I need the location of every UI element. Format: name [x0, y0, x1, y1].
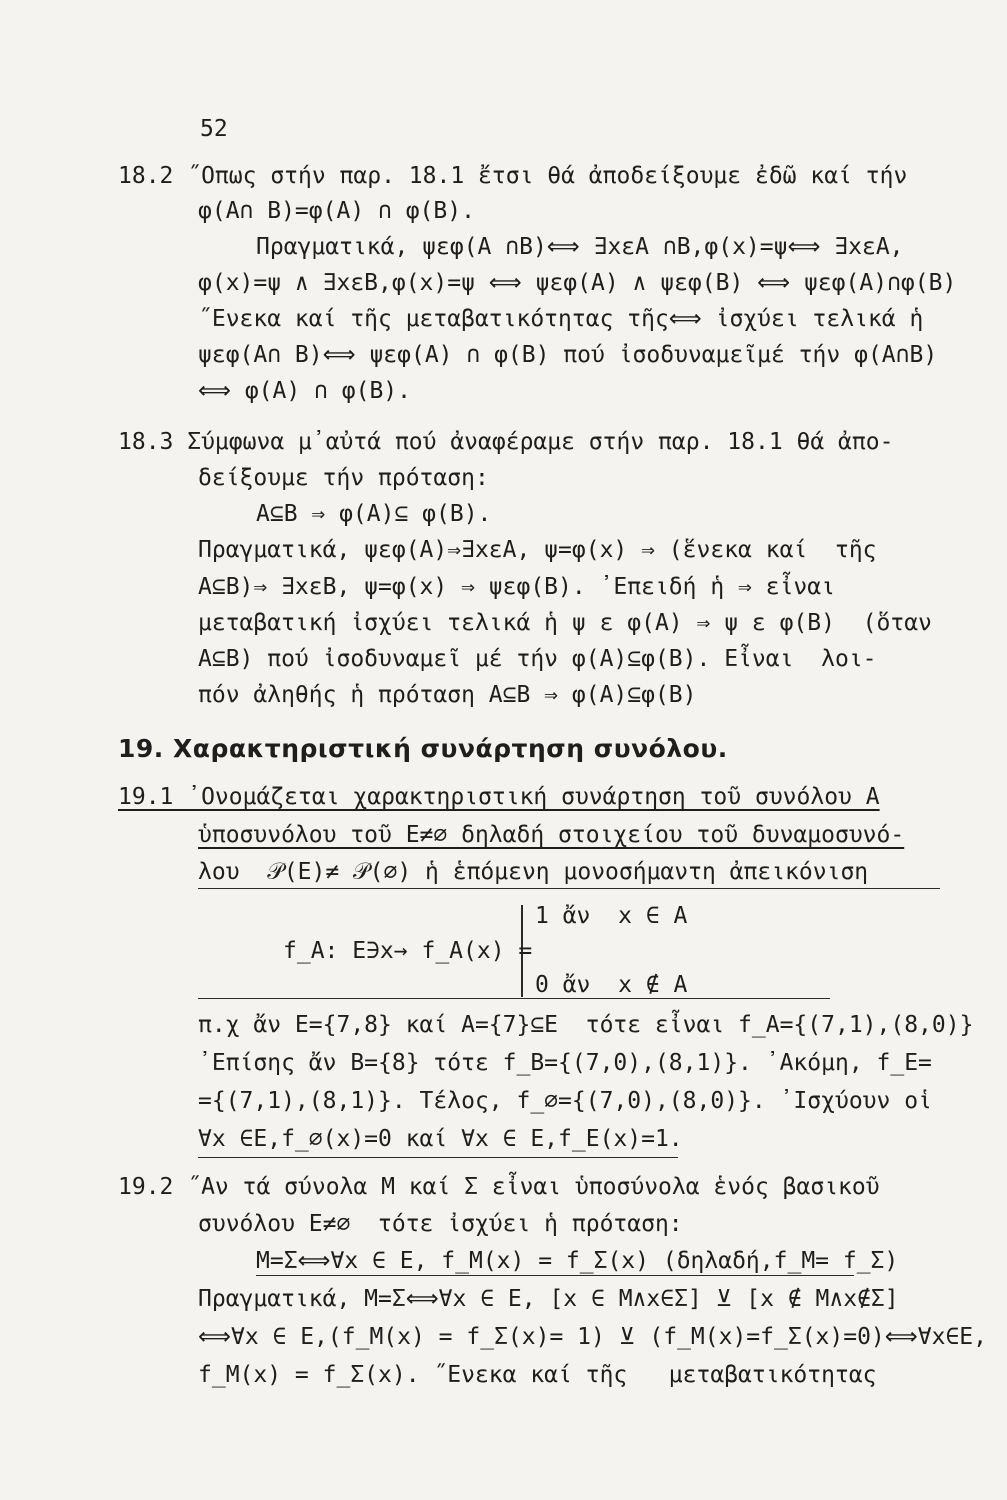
underline-rule — [256, 1275, 854, 1276]
underline-rule — [198, 1157, 678, 1158]
definition-case-1: 1 ἄν x ∈ A — [535, 903, 688, 929]
text-line: συνόλου E≠∅ τότε ἰσχύει ἡ πρόταση: — [198, 1211, 683, 1237]
text-line: ˝Ενεκα καί τῆς μεταβατικότητας τῆς⟺ ἰσχύει τελικά ἡ — [198, 306, 924, 332]
text-line: μεταβατική ἰσχύει τελικά ἡ ψ ε φ(A) ⇒ ψ ε φ(B) (ὅταν — [198, 610, 932, 636]
text-line: Πραγματικά, ψεφ(A ∩B)⟺ ∃xεA ∩B,φ(x)=ψ⟺ ∃xεA, — [256, 234, 904, 260]
text-line: A⊆B)⇒ ∃xεB, ψ=φ(x) ⇒ ψεφ(B). ᾽Επειδή ἡ ⇒ εἶναι — [198, 574, 835, 600]
text-line: 19.1 ᾽Ονομάζεται χαρακτηριστική συνάρτηση τοῦ συνόλου A — [118, 784, 880, 810]
text-line: ∀x ∈E,f_∅(x)=0 καί ∀x ∈ E,f_E(x)=1. — [198, 1126, 683, 1152]
text-line: λου 𝒫(E)≠ 𝒫(∅) ἡ ἑπόμενη μονοσήμαντη ἀπεικόνιση — [198, 859, 869, 885]
text-line: πόν ἀληθής ἡ πρόταση A⊆B ⇒ φ(A)⊆φ(B) — [198, 682, 697, 708]
definition-lhs: f_A: E∋x→ f_A(x) = — [283, 938, 533, 964]
text-line: ⟺∀x ∈ E,(f_M(x) = f_Σ(x)= 1) ⊻ (f_M(x)=f_Σ(x)=0)⟺∀x∈E, — [198, 1324, 987, 1350]
underline-rule — [198, 998, 830, 999]
page-number: 52 — [200, 116, 228, 142]
text-line: Πραγματικά, ψεφ(A)⇒∃xεA, ψ=φ(x) ⇒ (ἕνεκα καί τῆς — [198, 537, 877, 563]
text-line: ⟺ φ(A) ∩ φ(B). — [198, 378, 411, 404]
text-line: Πραγματικά, M=Σ⟺∀x ∈ E, [x ∈ M∧x∈Σ] ⊻ [x ∉ M∧x∉Σ] — [198, 1286, 899, 1312]
text-line: δείξουμε τήν πρόταση: — [198, 465, 489, 491]
text-line: ={(7,1),(8,1)}. Τέλος, f_∅={(7,0),(8,0)}. ᾽Ισχύουν οἱ — [198, 1088, 932, 1114]
text-line: ψεφ(A∩ B)⟺ ψεφ(A) ∩ φ(B) πού ἰσοδυναμεῖμέ τήν φ(A∩B) — [198, 342, 938, 368]
definition-case-0: 0 ἄν x ∉ A — [535, 972, 688, 998]
text-line: 18.2 ˝Οπως στήν παρ. 18.1 ἔτσι θά ἀποδείξουμε ἐδῶ καί τήν — [118, 163, 908, 189]
text-line: φ(A∩ B)=φ(A) ∩ φ(B). — [198, 198, 475, 224]
text-line: π.χ ἄν E={7,8} καί A={7}⊆E τότε εἶναι f_A={(7,1),(8,0)} — [198, 1012, 974, 1038]
text-line: 19.2 ˝Αν τά σύνολα M καί Σ εἶναι ὑποσύνολα ἑνός βασικοῦ — [118, 1174, 880, 1200]
section-heading: 19. Χαρακτηριστική συνάρτηση συνόλου. — [118, 734, 728, 763]
text-line: 18.3 Σύμφωνα μ᾽αὐτά πού ἀναφέραμε στήν παρ. 18.1 θά ἀπο- — [118, 429, 894, 455]
text-line: f_M(x) = f_Σ(x). ˝Ενεκα καί τῆς μεταβατικότητας — [198, 1362, 877, 1388]
underline-rule — [198, 888, 940, 889]
text-line: φ(x)=ψ ∧ ∃xεB,φ(x)=ψ ⟺ ψεφ(A) ∧ ψεφ(B) ⟺ ψεφ(A)∩φ(B) — [198, 270, 957, 296]
text-line: A⊆B) πού ἰσοδυναμεῖ μέ τήν φ(A)⊆φ(B). Εἶναι λοι- — [198, 646, 877, 672]
text-line: ᾽Επίσης ἄν B={8} τότε f_B={(7,0),(8,1)}. ᾽Ακόμη, f_E= — [198, 1050, 932, 1076]
text-line: A⊆B ⇒ φ(A)⊆ φ(B). — [256, 501, 492, 527]
text-line: M=Σ⟺∀x ∈ E, f_M(x) = f_Σ(x) (δηλαδή,f_M= f_Σ) — [256, 1248, 899, 1274]
text-line: ὑποσυνόλου τοῦ E≠∅ δηλαδή στοιχείου τοῦ δυναμοσυνό- — [198, 822, 905, 848]
